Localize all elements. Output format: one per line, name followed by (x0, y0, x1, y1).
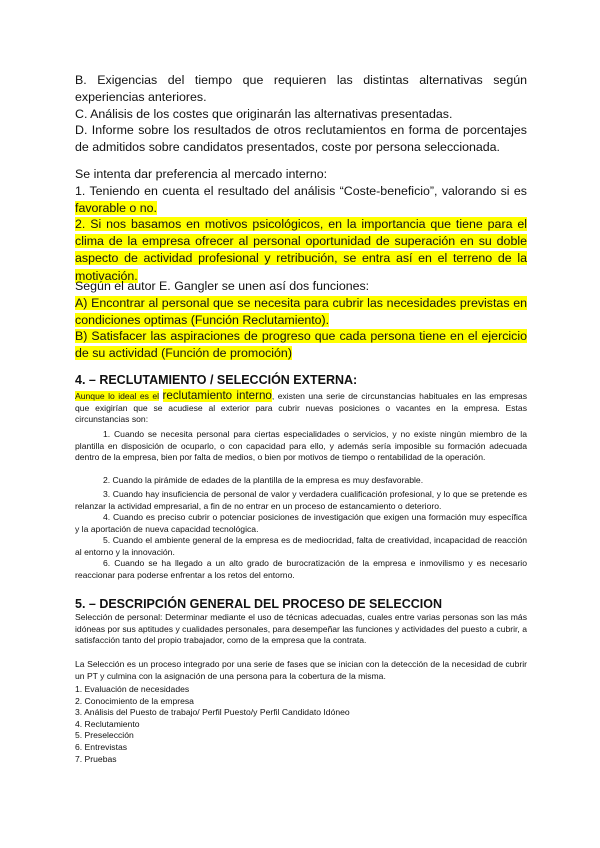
circumstance-6-text: 6. Cuando se ha llegado a un alto grado de burocratización de la empresa e inmovilismo y es necesario reaccionar para poderse enfrentar a los retos del entorno. (75, 558, 527, 580)
gangler-function-b (75, 328, 527, 362)
circumstance-6 (75, 558, 527, 581)
process-step: 1. Evaluación de necesidades (75, 684, 190, 694)
circumstance-1 (75, 429, 527, 464)
internal-point-2 (75, 216, 527, 285)
circumstance-1-text: 1. Cuando se necesita personal para ciertas especialidades o servicios, y no existe ningún miembro de la plantilla en disposición de ocuparlo, o con capacidad para ello, y además sería imposible su formación adecuada dentro de la empresa, bien por falta de medios, o bien por motivos de tiempo o rentabilidad de la operación. (75, 429, 527, 463)
section-4-lead (75, 390, 527, 426)
selection-definition: Selección de personal: Determinar mediante el uso de técnicas adecuadas, cuales entre varias personas son las más idóneas por sus aptitudes y cualidades personales, para desempeñar las funciones y actividades del puesto a cubrir, a satisfacción tanto del propio trabajador, como de la empresa que la contrata. (75, 612, 527, 646)
section-4-lead-highlight: Aunque lo ideal es el (75, 391, 160, 401)
section-4-lead-rest: , existen una serie de circunstancias habituales en las empresas que exigirían que se acudiese al exterior para cubrir nuevas posiciones o vacantes en la empresa. Estas circunstancias son: (75, 391, 528, 425)
internal-point-2-highlight: 2. Si nos basamos en motivos psicológicos, en la importancia que tiene para el clima de la empresa ofrecer al personal oportunidad de superación en su doble aspecto de actividad profesional y retribución, se entra así en el terreno de la motivación. (75, 217, 527, 283)
process-step: 5. Preselección (75, 730, 134, 741)
gangler-function-a-highlight: A) Encontrar al personal que se necesita para cubrir las necesidades previstas en condiciones optimas (Función Reclutamiento). (75, 296, 527, 328)
internal-market-lead: Se intenta dar preferencia al mercado interno: (75, 167, 328, 181)
circumstance-5 (75, 535, 527, 558)
paragraph-d: D. Informe sobre los resultados de otros reclutamientos en forma de porcentajes de admitidos sobre candidatos presentados, coste por persona seleccionada. (75, 123, 527, 155)
circumstance-2 (75, 475, 527, 487)
paragraph-b: B. Exigencias del tiempo que requieren las distintas alternativas según experiencias anteriores. (75, 73, 527, 105)
paragraph-c: C. Análisis de los costes que originarán las alternativas presentadas. (75, 107, 453, 121)
gangler-function-a (75, 295, 527, 329)
process-steps-list (75, 684, 527, 765)
circumstance-4 (75, 512, 527, 535)
circumstance-4-text: 4. Cuando es preciso cubrir o potenciar posiciones de investigación que exigen una formación muy específica y la aportación de nueva capacidad tecnológica. (75, 512, 527, 534)
gangler-lead: Según el autor E. Gangler se unen así dos funciones: (75, 279, 370, 293)
process-step: 3. Análisis del Puesto de trabajo/ Perfil Puesto/y Perfil Candidato Idóneo (75, 707, 350, 718)
selection-process: La Selección es un proceso integrado por una serie de fases que se inician con la detección de la necesidad de cubrir un PT y culmina con la asignación de una persona para la cobertura de la misma. (75, 659, 527, 681)
section-4-lead-highlight-large: reclutamiento interno (162, 389, 272, 402)
process-step: 4. Reclutamiento (75, 718, 140, 729)
process-step: 7. Pruebas (75, 753, 117, 764)
process-step: 6. Entrevistas (75, 741, 128, 752)
internal-point-1-highlight: favorable o no. (75, 201, 157, 216)
process-step: 2. Conocimiento de la empresa (75, 695, 194, 706)
circumstance-2-text: 2. Cuando la pirámide de edades de la plantilla de la empresa es muy desfavorable. (103, 475, 424, 485)
circumstance-3-text: 3. Cuando hay insuficiencia de personal de valor y verdadera cualificación profesional, y lo que se pretende es relanzar la actividad empresarial, a fin de no entrar en un proceso de estancamiento o deterioro. (75, 489, 527, 511)
circumstance-3 (75, 489, 527, 512)
section-4-heading: 4. – RECLUTAMIENTO / SELECCIÓN EXTERNA: (75, 373, 358, 387)
section-5-heading: 5. – DESCRIPCIÓN GENERAL DEL PROCESO DE SELECCION (75, 597, 442, 611)
circumstance-5-text: 5. Cuando el ambiente general de la empresa es de mediocridad, falta de creatividad, incapacidad de reacción al entorno y la innovación. (75, 535, 527, 557)
internal-point-1 (75, 183, 527, 217)
gangler-function-b-highlight: B) Satisfacer las aspiraciones de progreso que cada persona tiene en el ejercicio de su actividad (Función de promoción) (75, 329, 527, 361)
internal-point-1-text: 1. Teniendo en cuenta el resultado del análisis “Coste-beneficio”, valorando si es (75, 184, 527, 198)
